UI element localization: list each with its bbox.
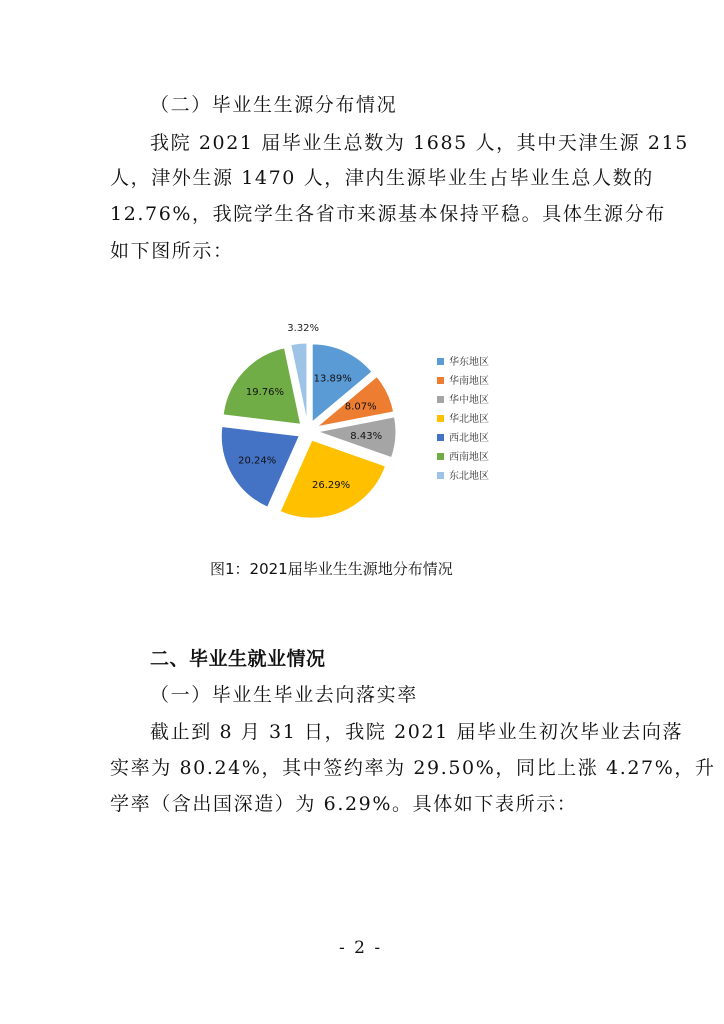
legend-swatch — [437, 472, 444, 479]
legend-label: 东北地区 — [449, 471, 489, 482]
paragraph-line: 人，津外生源 1470 人，津内生源毕业生占毕业生总人数的 — [110, 167, 654, 189]
pie-data-label: 19.76% — [245, 387, 285, 399]
legend-swatch — [437, 396, 444, 403]
pie-data-label: 13.89% — [313, 373, 352, 385]
figure-caption: 图1：2021届毕业生生源地分布情况 — [210, 560, 453, 578]
pie-data-label: 8.07% — [344, 401, 377, 413]
paragraph-line: 我院 2021 届毕业生总数为 1685 人，其中天津生源 215 — [150, 132, 689, 154]
section-heading-employment: 二、毕业生就业情况 — [150, 648, 326, 670]
paragraph-line: 如下图所示： — [110, 240, 234, 262]
legend-label: 西北地区 — [449, 433, 489, 444]
legend-label: 华中地区 — [449, 395, 489, 406]
paragraph-line: 实率为 80.24%，其中签约率为 29.50%，同比上涨 4.27%，升 — [110, 757, 716, 779]
pie-data-label: 8.43% — [350, 430, 383, 442]
pie-data-label: 26.29% — [311, 480, 351, 492]
legend-swatch — [437, 377, 444, 384]
legend-swatch — [437, 453, 444, 460]
legend-label: 华东地区 — [449, 357, 489, 368]
legend-label: 西南地区 — [449, 452, 489, 463]
pie-data-label: 3.32% — [287, 323, 320, 335]
page-number: - 2 - — [339, 938, 383, 958]
chart-legend — [437, 355, 489, 482]
legend-swatch — [437, 358, 444, 365]
legend-label: 华南地区 — [449, 376, 489, 387]
pie-chart — [205, 325, 525, 540]
paragraph-line: 12.76%，我院学生各省市来源基本保持平稳。具体生源分布 — [110, 203, 666, 225]
pie-slice — [223, 348, 300, 424]
section-heading-source-distribution: （二）毕业生生源分布情况 — [150, 94, 398, 116]
legend-swatch — [437, 415, 444, 422]
pie-data-label: 20.24% — [238, 455, 277, 467]
legend-swatch — [437, 434, 444, 441]
paragraph-line: 截止到 8 月 31 日，我院 2021 届毕业生初次毕业去向落 — [150, 721, 684, 743]
section-heading-placement-rate: （一）毕业生毕业去向落实率 — [150, 684, 418, 706]
paragraph-line: 学率（含出国深造）为 6.29%。具体如下表所示： — [110, 793, 578, 815]
legend-label: 华北地区 — [449, 414, 489, 425]
